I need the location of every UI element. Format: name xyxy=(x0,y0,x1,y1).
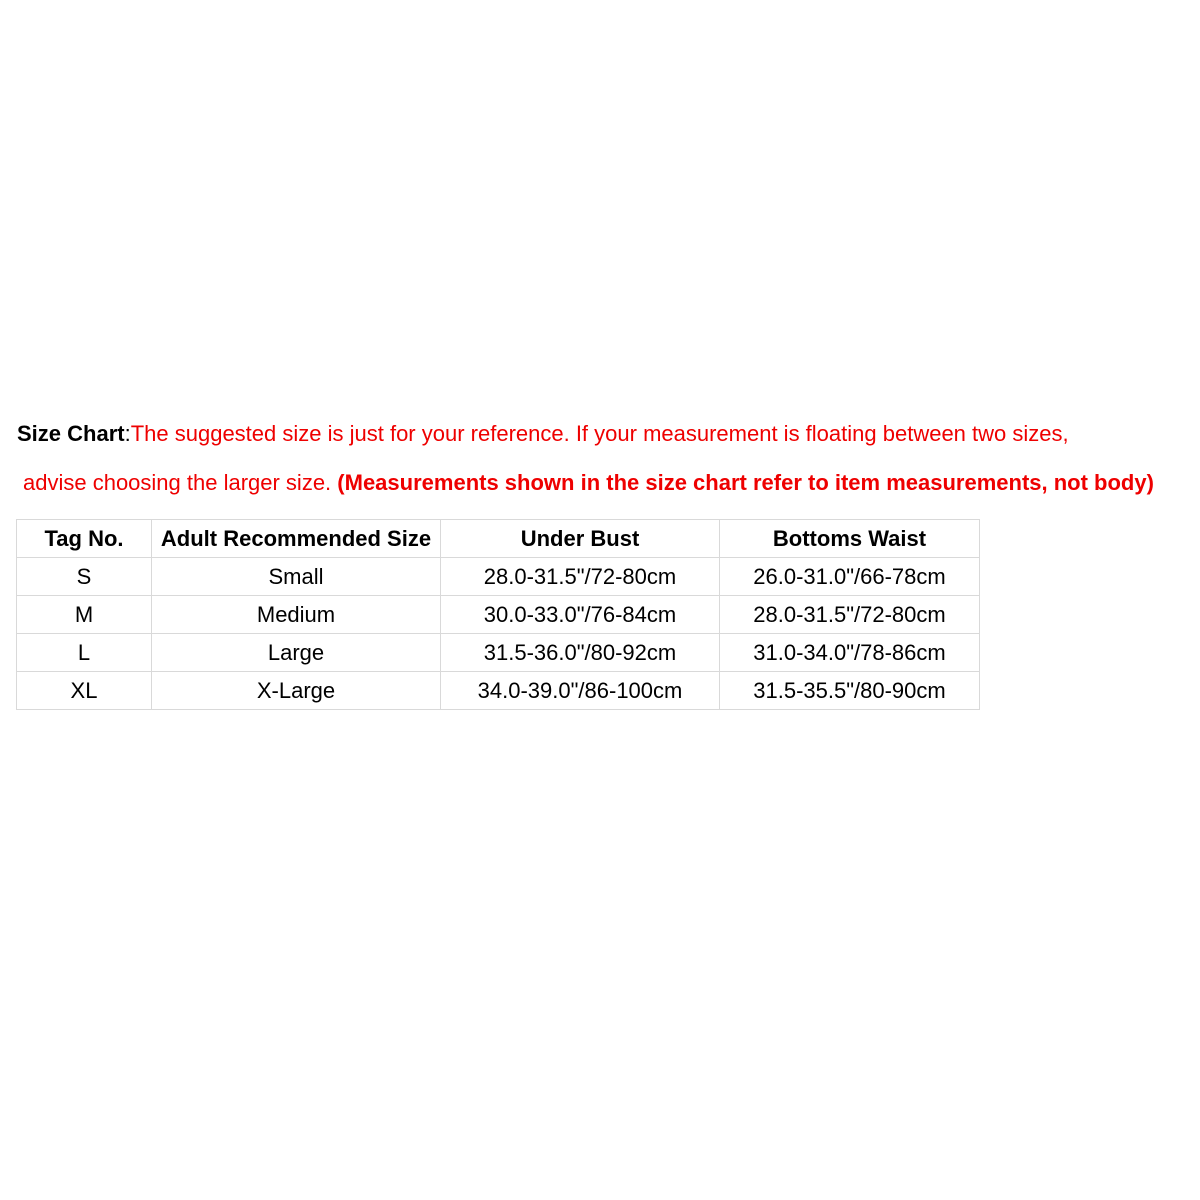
cell-adult-size: Medium xyxy=(152,596,441,634)
header-bottoms-waist: Bottoms Waist xyxy=(720,520,980,558)
table-row xyxy=(17,634,980,672)
cell-adult-size: X-Large xyxy=(152,672,441,710)
table-row xyxy=(17,558,980,596)
header-tag-no: Tag No. xyxy=(17,520,152,558)
label-colon: : xyxy=(124,421,131,446)
intro-text-line-2: advise choosing the larger size. xyxy=(23,470,332,495)
cell-under-bust: 31.5-36.0"/80-92cm xyxy=(441,634,720,672)
intro-line-2 xyxy=(23,469,1154,497)
intro-text-line-1: The suggested size is just for your reference. If your measurement is floating between two sizes, xyxy=(130,421,1069,446)
cell-tag-no: L xyxy=(17,634,152,672)
measurement-note: (Measurements shown in the size chart refer to item measurements, not body) xyxy=(337,470,1154,495)
cell-under-bust: 28.0-31.5"/72-80cm xyxy=(441,558,720,596)
cell-tag-no: S xyxy=(17,558,152,596)
cell-adult-size: Small xyxy=(152,558,441,596)
table-header-row xyxy=(17,520,980,558)
intro-line-1 xyxy=(17,420,1069,448)
cell-under-bust: 34.0-39.0"/86-100cm xyxy=(441,672,720,710)
cell-tag-no: XL xyxy=(17,672,152,710)
cell-bottoms-waist: 31.5-35.5"/80-90cm xyxy=(720,672,980,710)
cell-adult-size: Large xyxy=(152,634,441,672)
header-under-bust: Under Bust xyxy=(441,520,720,558)
cell-bottoms-waist: 26.0-31.0"/66-78cm xyxy=(720,558,980,596)
cell-bottoms-waist: 28.0-31.5"/72-80cm xyxy=(720,596,980,634)
size-chart-label: Size Chart xyxy=(17,421,125,446)
cell-bottoms-waist: 31.0-34.0"/78-86cm xyxy=(720,634,980,672)
size-table xyxy=(16,519,980,710)
table-row xyxy=(17,596,980,634)
cell-tag-no: M xyxy=(17,596,152,634)
table-row xyxy=(17,672,980,710)
cell-under-bust: 30.0-33.0"/76-84cm xyxy=(441,596,720,634)
header-adult-recommended-size: Adult Recommended Size xyxy=(152,520,441,558)
